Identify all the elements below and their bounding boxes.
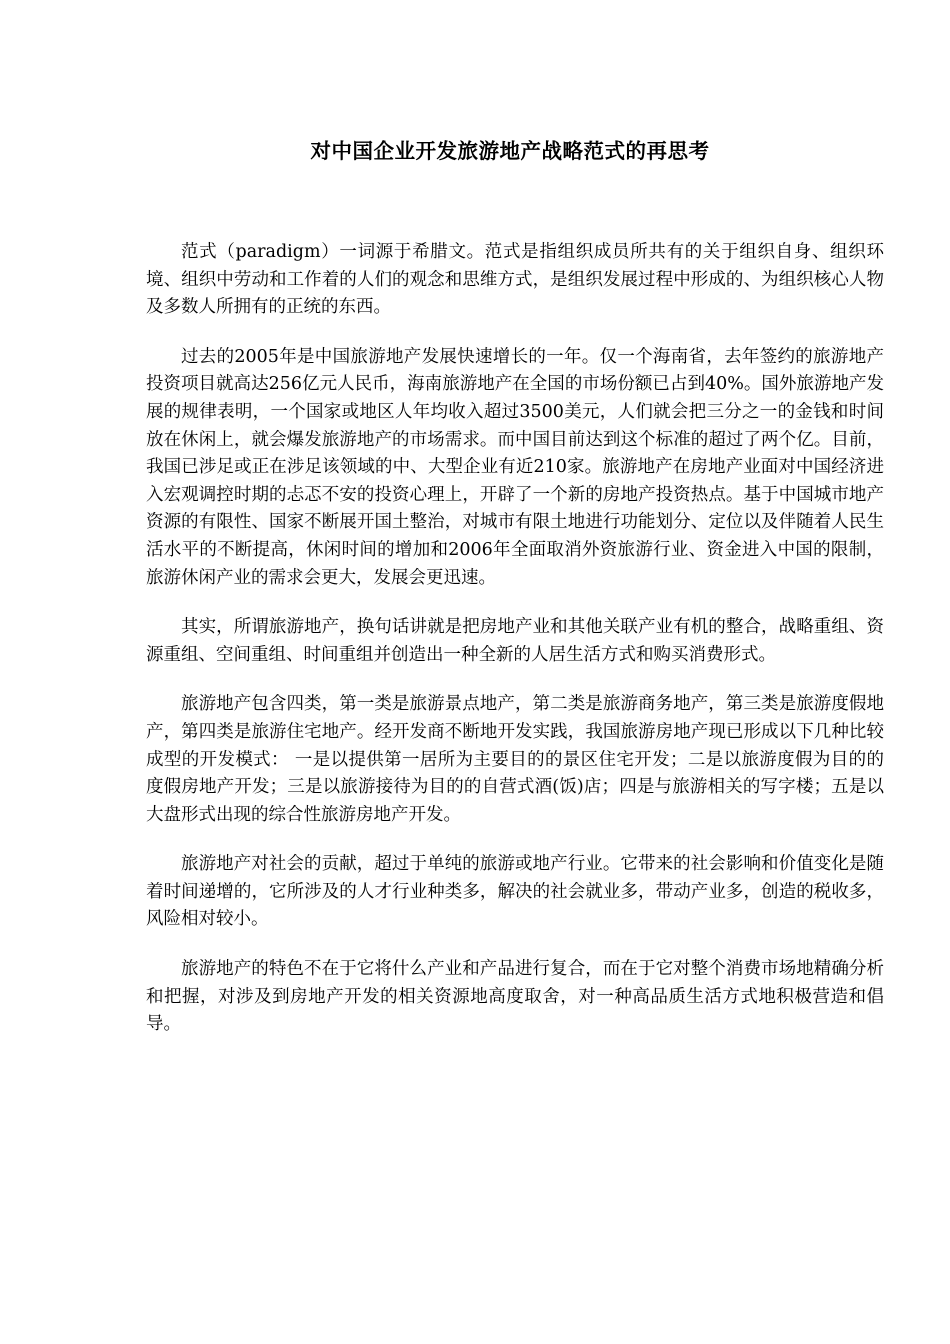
paragraph-four-categories: 旅游地产包含四类，第一类是旅游景点地产，第二类是旅游商务地产，第三类是旅游度假地产，第四类是旅游住宅地产。经开发商不断地开发实践，我国旅游房地产现已形成以下几种比较成型的开发模式： 一是以提供第一居所为主要目的的景区住宅开发；二是以旅游度假为目的的度假房地产开发；三是以旅游接待为目的的自营式酒(饭)店；四是与旅游相关的写字楼；五是以大盘形式出现的综合性旅游房地产开发。	[146, 694, 884, 825]
paragraph-2005-growth: 过去的2005年是中国旅游地产发展快速增长的一年。仅一个海南省，去年签约的旅游地产投资项目就高达256亿元人民币，海南旅游地产在全国的市场份额已占到40%。国外旅游地产发展的规律表明，一个国家或地区人年均收入超过3500美元，人们就会把三分之一的金钱和时间放在休闲上，就会爆发旅游地产的市场需求。而中国目前达到这个标准的超过了两个亿。目前，我国已涉足或正在涉足该领域的中、大型企业有近210家。旅游地产在房地产业面对中国经济进入宏观调控时期的忐忑不安的投资心理上，开辟了一个新的房地产投资热点。基于中国城市地产资源的有限性、国家不断展开国土整治，对城市有限土地进行功能划分、定位以及伴随着人民生活水平的不断提高，休闲时间的增加和2006年全面取消外资旅游行业、资金进入中国的限制，旅游休闲产业的需求会更大，发展会更迅速。	[146, 346, 884, 588]
paragraph-characteristics: 旅游地产的特色不在于它将什么产业和产品进行复合，而在于它对整个消费市场地精确分析和把握，对涉及到房地产开发的相关资源地高度取舍，对一种高品质生活方式地积极营造和倡导。	[146, 959, 884, 1035]
document-body	[146, 239, 884, 1061]
paragraph-paradigm-definition: 范式（paradigm）一词源于希腊文。范式是指组织成员所共有的关于组织自身、组织环境、组织中劳动和工作着的人们的观念和思维方式，是组织发展过程中形成的、为组织核心人物及多数人所拥有的正统的东西。	[146, 242, 884, 318]
document-title: 对中国企业开发旅游地产战略范式的再思考	[310, 139, 710, 163]
paragraph-tourism-real-estate-meaning: 其实，所谓旅游地产，换句话讲就是把房地产业和其他关联产业有机的整合，战略重组、资源重组、空间重组、时间重组并创造出一种全新的人居生活方式和购买消费形式。	[146, 617, 884, 665]
paragraph-social-contribution: 旅游地产对社会的贡献，超过于单纯的旅游或地产行业。它带来的社会影响和价值变化是随着时间递增的，它所涉及的人才行业种类多，解决的社会就业多，带动产业多，创造的税收多，风险相对较小。	[146, 854, 884, 930]
